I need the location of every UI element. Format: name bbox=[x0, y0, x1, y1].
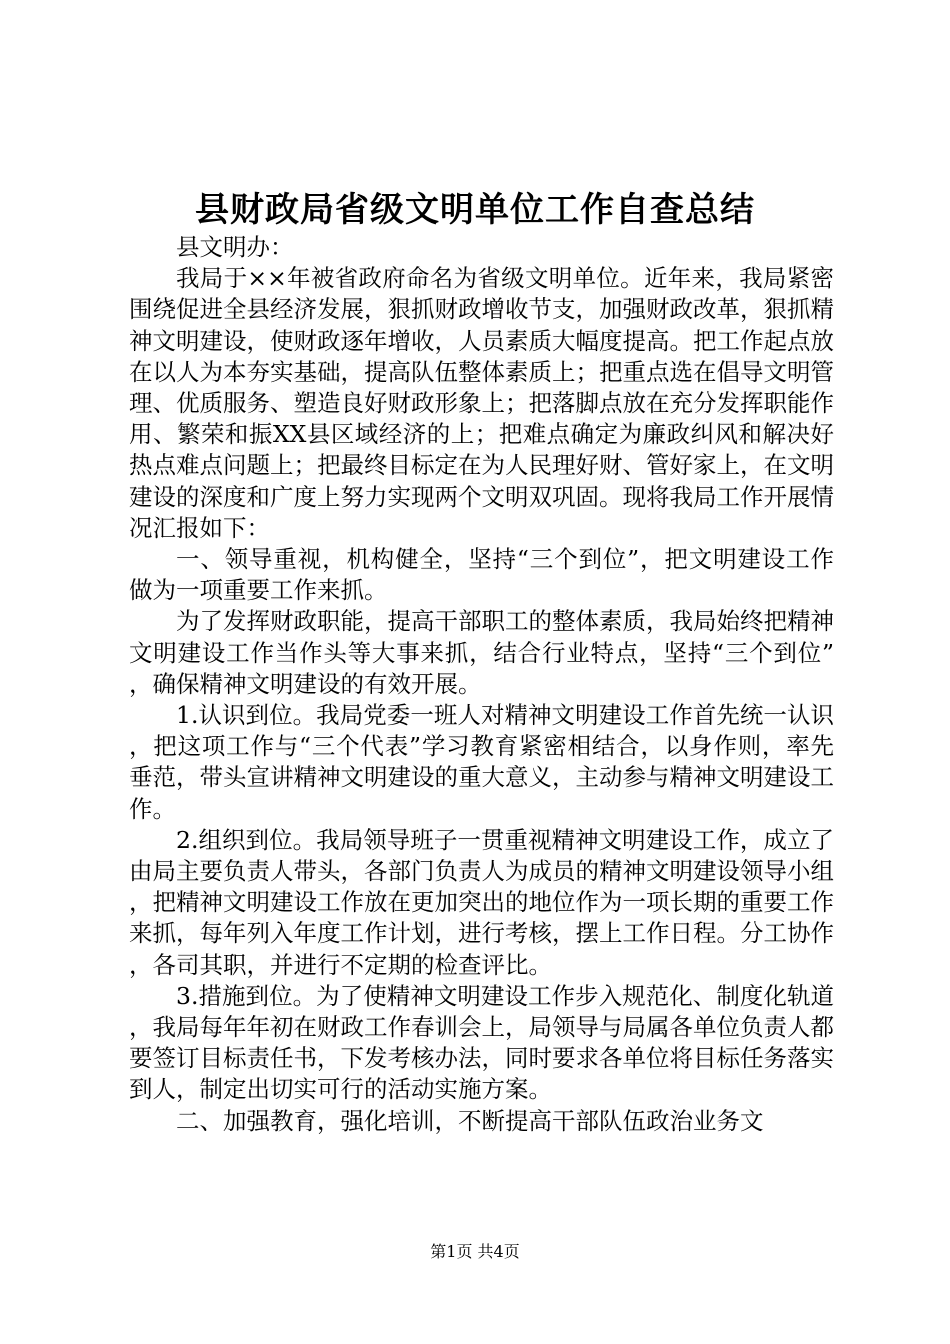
salutation: 县文明办： bbox=[176, 233, 294, 261]
paragraph-item-3: 3.措施到位。为了使精神文明建设工作步入规范化、制度化轨道，我局每年年初在财政工作春训会上，局领导与局属各单位负责人都要签订目标责任书，下发考核办法，同时要求各单位将目标任务落实到人，制定出切实可行的活动实施方案。 bbox=[129, 981, 834, 1104]
section-heading-2: 二、加强教育，强化培训，不断提高干部队伍政治业务文 bbox=[176, 1106, 764, 1135]
paragraph-intro: 我局于××年被省政府命名为省级文明单位。近年来，我局紧密围绕促进全县经济发展，狠抓财政增收节支，加强财政改革，狠抓精神文明建设，使财政逐年增收，人员素质大幅度提高。把工作起点放在以人为本夯实基础，提高队伍整体素质上；把重点选在倡导文明管理、优质服务、塑造良好财政形象上；把落脚点放在充分发挥职能作用、繁荣和振XX县区域经济的上；把难点确定为廉政纠风和解决好热点难点问题上；把最终目标定在为人民理好财、管好家上，在文明建设的深度和广度上努力实现两个文明双巩固。现将我局工作开展情况汇报如下： bbox=[129, 264, 834, 542]
paragraph-section-1: 为了发挥财政职能，提高干部职工的整体素质，我局始终把精神文明建设工作当作头等大事来抓，结合行业特点，坚持“三个到位”，确保精神文明建设的有效开展。 bbox=[129, 607, 834, 698]
paragraph-item-1: 1.认识到位。我局党委一班人对精神文明建设工作首先统一认识，把这项工作与“三个代表”学习教育紧密相结合，以身作则，率先垂范，带头宣讲精神文明建设的重大意义，主动参与精神文明建设工作。 bbox=[129, 701, 834, 823]
paragraph-item-2: 2.组织到位。我局领导班子一贯重视精神文明建设工作，成立了由局主要负责人带头，各部门负责人为成员的精神文明建设领导小组，把精神文明建设工作放在更加突出的地位作为一项长期的重要工作来抓，每年列入年度工作计划，进行考核，摆上工作日程。分工协作，各司其职，并进行不定期的检查评比。 bbox=[129, 825, 834, 979]
page-footer: 第1页 共4页 bbox=[430, 1242, 520, 1261]
document-title: 县财政局省级文明单位工作自查总结 bbox=[195, 190, 755, 230]
section-heading-1: 一、领导重视，机构健全，坚持“三个到位”，把文明建设工作做为一项重要工作来抓。 bbox=[129, 545, 834, 605]
document-body bbox=[129, 232, 834, 1137]
